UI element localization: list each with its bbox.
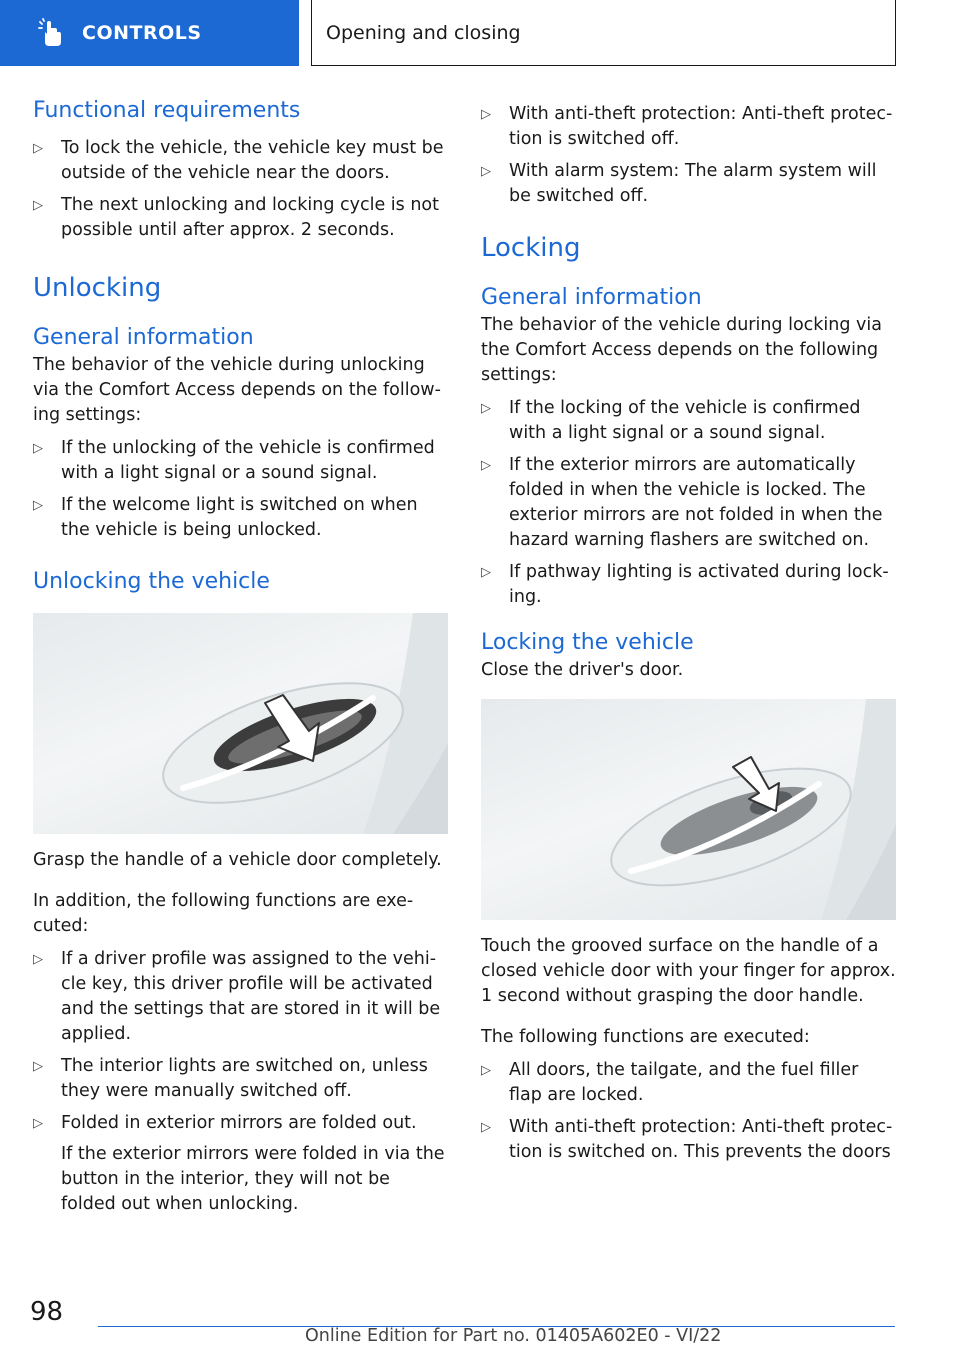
page-title-box bbox=[311, 0, 896, 66]
addition-list bbox=[33, 947, 448, 1136]
triangle-bullet-icon: ▷ bbox=[33, 141, 43, 156]
list-item: ▷ If the locking of the vehicle is confirmed with a light signal or a sound signal. bbox=[481, 398, 861, 443]
hand-touch-icon bbox=[32, 13, 72, 53]
unlocking-heading: Unlocking bbox=[33, 273, 162, 303]
list-item: ▷ If pathway lighting is activated during lock‐ing. bbox=[481, 562, 889, 607]
door-handle-touch-image bbox=[481, 699, 896, 920]
general-information-text: The behavior of the vehicle during locking via the Comfort Access depends on the following settings: bbox=[481, 315, 882, 385]
triangle-bullet-icon: ▷ bbox=[481, 458, 491, 473]
triangle-bullet-icon: ▷ bbox=[33, 952, 43, 967]
triangle-bullet-icon: ▷ bbox=[481, 1063, 491, 1078]
list-item: ▷ With anti-theft protection: Anti-theft protec‐tion is switched on. This prevents the doors bbox=[481, 1117, 893, 1162]
triangle-bullet-icon: ▷ bbox=[481, 401, 491, 416]
addition-text: In addition, the following functions are exe‐cuted: bbox=[33, 891, 414, 936]
page-number: 98 bbox=[30, 1297, 64, 1327]
left-column bbox=[33, 96, 448, 1217]
list-item: ▷ If the exterior mirrors are automatically folded in when the vehicle is locked. The exterior mirrors are not folded in when the hazard warning flashers are switched on. bbox=[481, 455, 883, 550]
general-information-list bbox=[33, 436, 448, 543]
locking-settings-list bbox=[481, 396, 896, 610]
list-item: ▷ The interior lights are switched on, unless they were manually switched off. bbox=[33, 1056, 428, 1101]
triangle-bullet-icon: ▷ bbox=[481, 565, 491, 580]
list-item: ▷ With alarm system: The alarm system will be switched off. bbox=[481, 161, 877, 206]
triangle-bullet-icon: ▷ bbox=[33, 1116, 43, 1131]
unlock-continued-list bbox=[481, 102, 896, 209]
door-handle-grasp-image bbox=[33, 613, 448, 834]
section-label: CONTROLS bbox=[82, 22, 202, 44]
edition-text: Online Edition for Part no. 01405A602E0 - VI/22 bbox=[305, 1326, 722, 1346]
list-item: ▷ To lock the vehicle, the vehicle key must be outside of the vehicle near the doors. bbox=[33, 138, 444, 183]
triangle-bullet-icon: ▷ bbox=[33, 198, 43, 213]
list-item: ▷ If a driver profile was assigned to the vehi‐cle key, this driver profile will be activated and the settings that are stored in it will be applied. bbox=[33, 949, 441, 1044]
following-text: The following functions are executed: bbox=[481, 1027, 810, 1047]
triangle-bullet-icon: ▷ bbox=[481, 164, 491, 179]
locking-vehicle-heading: Locking the vehicle bbox=[481, 630, 694, 655]
list-item: ▷ With anti-theft protection: Anti-theft protec‐tion is switched off. bbox=[481, 104, 893, 149]
list-item: ▷ If the welcome light is switched on when the vehicle is being unlocked. bbox=[33, 495, 418, 540]
locking-functions-list bbox=[481, 1058, 896, 1165]
triangle-bullet-icon: ▷ bbox=[33, 441, 43, 456]
general-information-text: The behavior of the vehicle during unlocking via the Comfort Access depends on the follow‐ing settings: bbox=[33, 355, 441, 425]
unlocking-vehicle-heading: Unlocking the vehicle bbox=[33, 569, 270, 594]
list-item: ▷ Folded in exterior mirrors are folded out. bbox=[33, 1111, 448, 1136]
list-item: ▷ All doors, the tailgate, and the fuel filler flap are locked. bbox=[481, 1060, 859, 1105]
functional-requirements-heading: Functional requirements bbox=[33, 98, 301, 123]
grasp-instruction: Grasp the handle of a vehicle door completely. bbox=[33, 850, 442, 870]
general-information-heading: General information bbox=[481, 285, 702, 310]
section-tab bbox=[0, 0, 299, 66]
right-column bbox=[481, 102, 896, 1172]
functional-requirements-list bbox=[33, 136, 448, 243]
triangle-bullet-icon: ▷ bbox=[481, 1120, 491, 1135]
triangle-bullet-icon: ▷ bbox=[33, 498, 43, 513]
list-item: ▷ The next unlocking and locking cycle is not possible until after approx. 2 seconds. bbox=[33, 195, 440, 240]
page-header bbox=[0, 0, 960, 66]
triangle-bullet-icon: ▷ bbox=[481, 107, 491, 122]
general-information-heading: General information bbox=[33, 325, 254, 350]
close-door-text: Close the driver's door. bbox=[481, 660, 684, 680]
locking-heading: Locking bbox=[481, 233, 581, 263]
triangle-bullet-icon: ▷ bbox=[33, 1059, 43, 1074]
list-item: ▷ If the unlocking of the vehicle is confirmed with a light signal or a sound signal. bbox=[33, 438, 435, 483]
page-title: Opening and closing bbox=[326, 21, 521, 44]
mirror-note: If the exterior mirrors were folded in via the button in the interior, they will not be folded out when unlocking. bbox=[61, 1144, 445, 1214]
touch-instruction: Touch the grooved surface on the handle of a closed vehicle door with your finger for approx. 1 second without grasping the door handle. bbox=[481, 936, 896, 1006]
